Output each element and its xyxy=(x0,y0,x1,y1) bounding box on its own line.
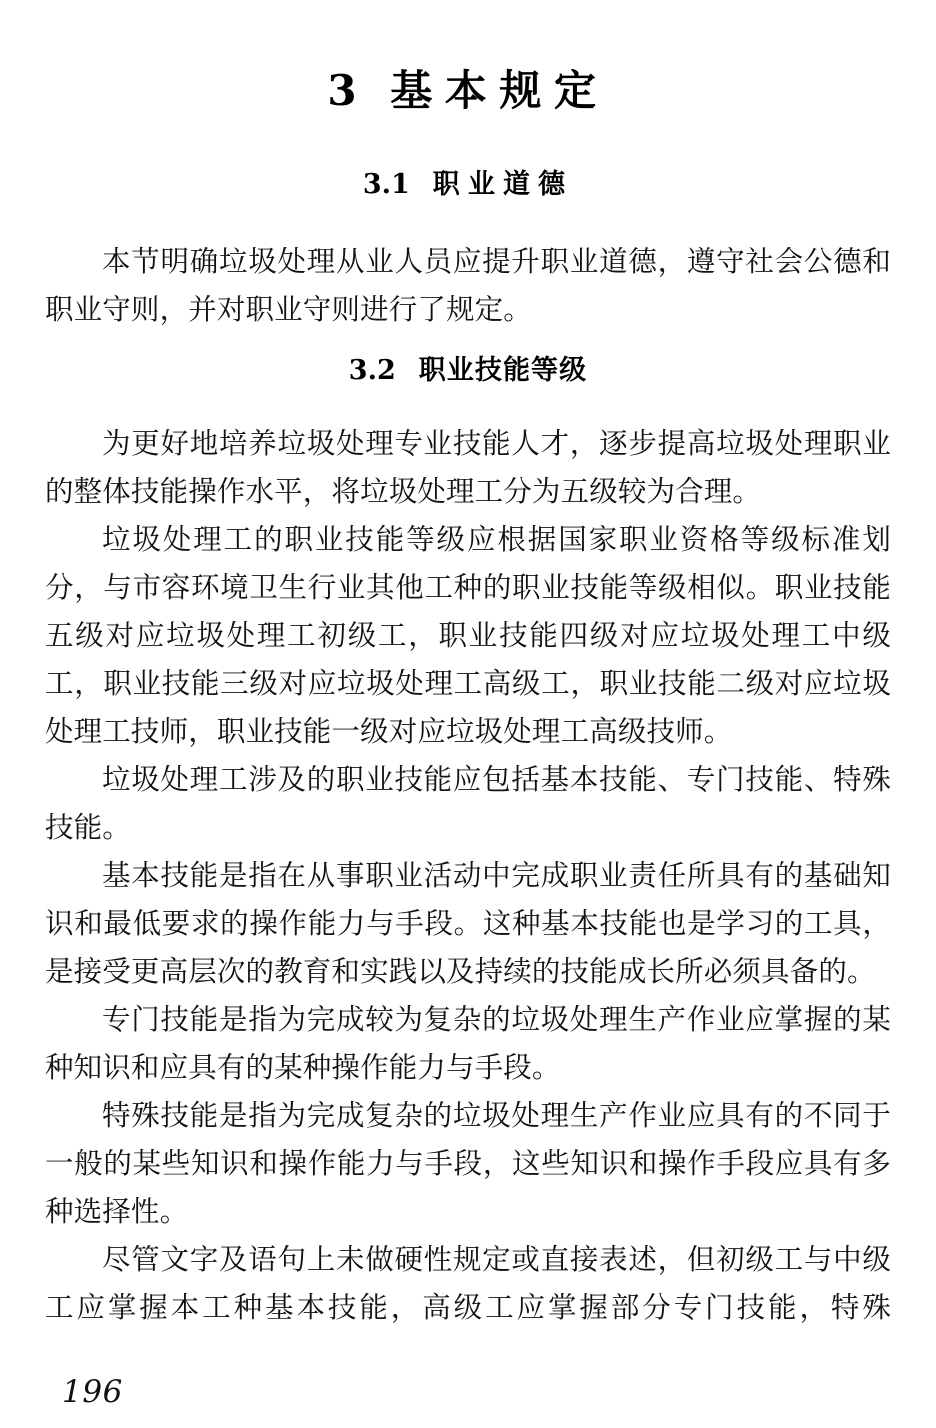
chapter-number: 3 xyxy=(327,66,357,115)
chapter-title-text: 基本规定 xyxy=(390,66,609,115)
paragraph: 尽管文字及语句上未做硬性规定或直接表述，但初级工与中级工应掌握本工种基本技能，高级工应掌握部分专门技能，特殊 xyxy=(45,1243,891,1324)
paragraph: 垃圾处理工涉及的职业技能应包括基本技能、专门技能、特殊技能。 xyxy=(45,763,891,844)
page-number: 196 xyxy=(62,1374,124,1410)
section-title-3-1: 职业道德 xyxy=(432,169,574,200)
paragraph: 本节明确垃圾处理从业人员应提升职业道德，遵守社会公德和职业守则，并对职业守则进行了规定。 xyxy=(45,245,891,326)
section-title-3-2: 职业技能等级 xyxy=(418,355,588,386)
section-number-3-2: 3.2 xyxy=(348,355,396,386)
section-body-3-2 xyxy=(45,420,891,1332)
paragraph: 垃圾处理工的职业技能等级应根据国家职业资格等级标准划分，与市容环境卫生行业其他工种的职业技能等级相似。职业技能五级对应垃圾处理工初级工，职业技能四级对应垃圾处理工中级工，职业技能三级对应垃圾处理工高级工，职业技能二级对应垃圾处理工技师，职业技能一级对应垃圾处理工高级技师。 xyxy=(45,523,891,748)
section-heading-3-1 xyxy=(0,168,936,202)
chapter-title xyxy=(0,66,936,116)
paragraph: 为更好地培养垃圾处理专业技能人才，逐步提高垃圾处理职业的整体技能操作水平，将垃圾处理工分为五级较为合理。 xyxy=(45,427,891,508)
section-number-3-1: 3.1 xyxy=(362,169,410,200)
section-body-3-1 xyxy=(45,238,891,334)
paragraph: 基本技能是指在从事职业活动中完成职业责任所具有的基础知识和最低要求的操作能力与手段。这种基本技能也是学习的工具，是接受更高层次的教育和实践以及持续的技能成长所必须具备的。 xyxy=(45,859,891,988)
paragraph: 专门技能是指为完成较为复杂的垃圾处理生产作业应掌握的某种知识和应具有的某种操作能力与手段。 xyxy=(45,1003,891,1084)
section-heading-3-2 xyxy=(0,354,936,388)
paragraph: 特殊技能是指为完成复杂的垃圾处理生产作业应具有的不同于一般的某些知识和操作能力与手段，这些知识和操作手段应具有多种选择性。 xyxy=(45,1099,891,1228)
